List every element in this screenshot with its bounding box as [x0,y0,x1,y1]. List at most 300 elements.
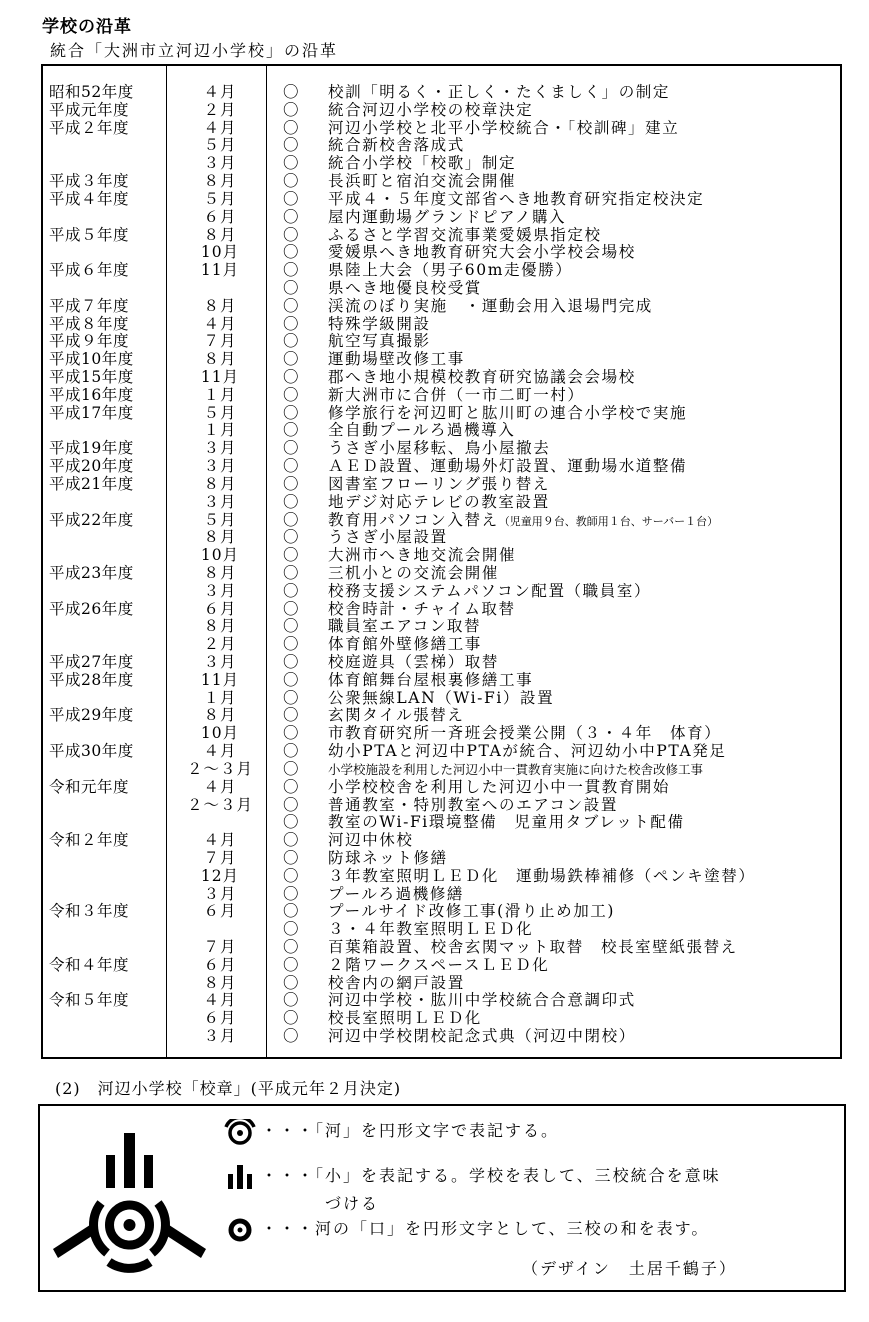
history-mark: 〇 [283,368,299,386]
history-event [328,797,618,815]
history-row [43,209,840,227]
history-year: 平成22年度 [49,510,134,529]
school-emblem [45,1111,215,1281]
history-event-text: 図書室フローリング張り替え [328,474,550,493]
history-month: ６月 [203,955,237,974]
history-event-text: 体育館舞台屋根裏修繕工事 [328,670,534,689]
history-year: 平成５年度 [49,225,130,244]
history-mark: 〇 [283,421,299,440]
history-row [43,921,840,939]
history-month: ８月 [203,172,237,191]
history-mark: 〇 [283,991,299,1010]
history-mark: 〇 [283,813,299,832]
history-event-text: 統合小学校「校歌」制定 [328,154,517,173]
history-event [328,921,533,939]
badge-box [38,1104,846,1292]
history-mark: 〇 [283,118,299,137]
history-mark: 〇 [283,777,299,796]
history-month: ３月 [203,492,237,511]
history-row [43,422,840,440]
history-event-text: 全自動プールろ過機導入 [328,421,516,440]
history-event [328,672,533,690]
history-row [43,690,840,708]
history-month: ５月 [203,189,237,208]
history-event [328,280,482,298]
history-mark: 〇 [283,261,299,280]
history-month: ３月 [203,884,237,903]
history-month: ３月 [203,581,237,600]
history-event [328,529,448,547]
history-mark: 〇 [283,866,299,885]
history-event-text: 玄関タイル張替え [328,706,465,725]
history-mark: 〇 [283,831,299,850]
history-mark: 〇 [283,439,299,458]
history-event-text: 小学校施設を利用した河辺小中一貫教育実施に向けた校舎改修工事 [328,761,704,777]
history-year: 平成16年度 [49,385,134,404]
history-year: 昭和52年度 [49,83,134,101]
history-month: ８月 [203,617,237,636]
history-event-text: 公衆無線LAN（Wi-Fi）設置 [328,688,555,707]
history-row [43,191,840,209]
history-event-text: 統合新校舎落成式 [328,136,465,155]
history-month: ２～３月 [186,795,253,814]
history-event-text: プールろ過機修繕 [328,884,465,903]
history-month: ８月 [203,528,237,547]
history-event [328,369,636,387]
history-year: 平成15年度 [49,368,134,386]
history-month: １月 [203,688,237,707]
history-event-text: うさぎ小屋移転、鳥小屋撤去 [328,439,551,458]
history-event [328,601,516,619]
history-event-text: 河辺小学校と北平小学校統合・「校訓碑」建立 [328,118,680,137]
history-row [43,779,840,797]
history-mark: 〇 [283,136,299,155]
history-event-text: 校庭遊具（雲梯）取替 [328,653,500,671]
history-year: 平成３年度 [49,172,130,191]
history-mark: 〇 [283,973,299,992]
history-event [328,244,636,262]
history-month: ８月 [203,225,237,244]
history-event-text: 特殊学級開設 [328,314,431,333]
history-year: 平成４年度 [49,189,130,208]
history-row [43,565,840,583]
history-event-text: うさぎ小屋設置 [328,528,448,547]
history-event [328,779,670,797]
history-event [328,155,516,173]
badge-title: (2) 河辺小学校「校章」(平成元年２月決定) [55,1079,402,1098]
history-mark: 〇 [283,938,299,956]
history-row [43,476,840,494]
history-month: ４月 [203,314,237,333]
history-row [43,369,840,387]
history-month: ４月 [203,777,237,796]
history-event-text: 校長室照明ＬＥＤ化 [328,1009,482,1028]
history-event-text: 運動場壁改修工事 [328,350,465,369]
history-mark: 〇 [283,296,299,315]
history-row [43,903,840,921]
history-row [43,939,840,957]
history-year: 令和２年度 [49,831,130,850]
history-event-text: 新大洲市に合併（一市二町一村） [328,385,585,404]
history-mark: 〇 [283,688,299,707]
history-event-text: 市教育研究所一斉班会授業公開（３・４年 体育） [328,724,722,743]
history-event-text: 校舎時計・チャイム取替 [328,599,516,618]
history-row [43,814,840,832]
history-month: ８月 [203,973,237,992]
history-event [328,351,465,369]
history-row [43,583,840,601]
history-mark: 〇 [283,706,299,725]
history-year: 平成２年度 [49,118,130,137]
history-row [43,173,840,191]
history-year: 令和４年度 [49,955,130,974]
history-event-text: 愛媛県へき地教育研究大会小学校会場校 [328,243,636,262]
history-event-text: 河辺中学校閉校記念式典（河辺中閉校） [328,1027,636,1046]
history-event-text: 統合河辺小学校の校章決定 [328,100,534,119]
history-row [43,244,840,262]
history-row [43,298,840,316]
history-event [328,903,615,921]
history-row [43,351,840,369]
history-row [43,155,840,173]
history-mark: 〇 [283,100,299,119]
history-month: ３月 [203,439,237,458]
history-month: ４月 [203,742,237,761]
history-month: ４月 [203,83,237,101]
history-mark: 〇 [283,332,299,351]
history-mark: 〇 [283,653,299,671]
history-mark: 〇 [283,563,299,582]
history-year: 平成21年度 [49,474,134,493]
history-event-text: 河辺中学校・肱川中学校統合合意調印式 [328,991,636,1010]
history-mark: 〇 [283,546,299,565]
history-row [43,137,840,155]
history-mark: 〇 [283,581,299,600]
history-row [43,405,840,423]
sho-symbol-icon [223,1164,257,1190]
history-year: 平成19年度 [49,439,134,458]
history-event [328,333,431,351]
history-event-text: ２階ワークスペースＬＥＤ化 [328,955,550,974]
history-year: 平成６年度 [49,261,130,280]
kawa-symbol-icon [223,1119,257,1145]
history-mark: 〇 [283,172,299,191]
history-year: 令和３年度 [49,902,130,921]
history-mark: 〇 [283,510,299,529]
history-event-text: 修学旅行を河辺町と肱川町の連合小学校で実施 [328,403,688,422]
history-event [328,939,738,957]
history-event [328,654,499,672]
history-event [328,886,464,904]
history-event-text: 三机小との交流会開催 [328,563,500,582]
history-mark: 〇 [283,403,299,422]
history-mark: 〇 [283,795,299,814]
history-event [328,957,549,975]
history-row [43,832,840,850]
history-event [328,992,636,1010]
history-event-text: 百葉箱設置、校舎玄関マット取替 校長室壁紙張替え [328,938,738,956]
history-event [328,975,465,993]
history-month: ６月 [203,599,237,618]
history-row [43,316,840,334]
history-mark: 〇 [283,902,299,921]
history-month: 11月 [200,368,240,386]
history-event-text: 県へき地優良校受賞 [328,278,482,297]
history-event-note: （児童用９台、教師用１台、サーバー１台） [498,514,719,528]
history-event [328,298,653,316]
history-event-text: 大洲市へき地交流会開催 [328,546,517,565]
badge-desc-3: ・・・河の「口」を円形文字として、三校の和を表す。 [261,1219,710,1238]
history-rows [43,84,840,1046]
history-row [43,707,840,725]
history-event [328,262,572,280]
history-row [43,654,840,672]
history-event [328,868,756,886]
history-year: 平成20年度 [49,457,134,476]
history-month: ６月 [203,902,237,921]
history-event [328,565,499,583]
history-event [328,583,651,601]
history-event [328,120,679,138]
history-mark: 〇 [283,848,299,867]
history-year: 平成元年度 [49,100,130,119]
history-mark: 〇 [283,884,299,903]
history-mark: 〇 [283,385,299,404]
history-month: 12月 [200,866,240,885]
history-month: １月 [203,385,237,404]
history-year: 平成23年度 [49,563,134,582]
history-month: ７月 [203,848,237,867]
history-event-text: プールサイド改修工事(滑り止め加工) [328,902,616,921]
history-month: ４月 [203,991,237,1010]
history-event [328,102,533,120]
history-row [43,120,840,138]
section-subheading: 統合「大洲市立河辺小学校」の沿革 [50,41,339,60]
history-event-text: 地デジ対応テレビの教室設置 [328,492,550,511]
history-month: ４月 [203,831,237,850]
history-month: ７月 [203,332,237,351]
history-month: ５月 [203,136,237,155]
history-event [328,137,465,155]
history-event-text: 郡へき地小規模校教育研究協議会会場校 [328,368,636,386]
history-event [328,173,516,191]
history-month: １月 [203,421,237,440]
section-heading: 学校の沿革 [42,17,132,37]
history-year: 令和元年度 [49,777,130,796]
history-mark: 〇 [283,350,299,369]
history-year: 平成８年度 [49,314,130,333]
history-event-text: 体育館外壁修繕工事 [328,635,482,654]
history-row [43,494,840,512]
badge-desc-kawa [223,1118,559,1145]
history-event [328,440,550,458]
history-event [328,690,554,708]
history-event-text: 校訓「明るく・正しく・たくましく」の制定 [328,83,671,101]
history-event-text: 屋内運動場グランドピアノ購入 [328,207,567,226]
history-event [328,725,721,743]
history-year: 平成26年度 [49,599,134,618]
history-row [43,743,840,761]
history-row [43,992,840,1010]
history-month: ２月 [203,100,237,119]
history-mark: 〇 [283,225,299,244]
history-event [328,405,687,423]
history-mark: 〇 [283,278,299,297]
history-month: ５月 [203,510,237,529]
history-mark: 〇 [283,724,299,743]
history-event-text: 普通教室・特別教室へのエアコン設置 [328,795,618,814]
history-event [328,387,585,405]
history-mark: 〇 [283,207,299,226]
history-mark: 〇 [283,243,299,262]
history-mark: 〇 [283,314,299,333]
history-month: ８月 [203,563,237,582]
history-year: 平成27年度 [49,653,134,671]
history-event [328,832,414,850]
design-credit: （デザイン 土居千鶴子） [522,1259,737,1278]
badge-desc-sho [223,1163,721,1190]
history-event-text: ３・４年教室照明ＬＥＤ化 [328,920,534,939]
history-event-text: 河辺中休校 [328,831,414,850]
history-row [43,975,840,993]
history-mark: 〇 [283,670,299,689]
history-event [328,316,431,334]
history-event [328,227,602,245]
history-row [43,868,840,886]
history-month: ７月 [203,938,237,956]
history-event [328,850,448,868]
history-event [328,494,550,512]
history-month: ３月 [203,1027,237,1046]
history-event-text: 教育用パソコン入替え [328,510,499,529]
history-event [328,476,550,494]
history-event-text: 幼小PTAと河辺中PTAが統合、河辺幼小中PTA発足 [328,742,727,761]
history-row [43,797,840,815]
history-mark: 〇 [283,492,299,511]
history-month: 11月 [200,261,240,280]
history-event-text: 小学校校舎を利用した河辺小中一貫教育開始 [328,777,671,796]
history-month: ２～３月 [186,759,253,778]
history-event [328,814,685,832]
history-event [328,191,704,209]
history-year: 平成７年度 [49,296,130,315]
history-event-text: ふるさと学習交流事業愛媛県指定校 [328,225,602,244]
badge-desc-2-cont: づける [325,1194,380,1213]
history-row [43,387,840,405]
history-mark: 〇 [283,189,299,208]
history-mark: 〇 [283,742,299,761]
history-year: 平成９年度 [49,332,130,351]
history-mark: 〇 [283,457,299,476]
history-event [328,84,670,102]
history-month: ５月 [203,403,237,422]
history-event-text: 校務支援システムパソコン配置（職員室） [328,581,652,600]
history-month: ８月 [203,296,237,315]
history-event-text: ３年教室照明ＬＥＤ化 運動場鉄棒補修（ペンキ塗替） [328,866,756,885]
history-month: 10月 [200,724,240,743]
history-event [328,458,687,476]
history-mark: 〇 [283,528,299,547]
history-row [43,512,840,530]
history-row [43,333,840,351]
badge-desc-kuchi [223,1216,709,1243]
badge-desc-1: ・・・「河」を円形文字で表記する。 [261,1121,560,1140]
history-event [328,761,703,779]
history-year: 平成10年度 [49,350,134,369]
history-row [43,725,840,743]
history-year: 令和５年度 [49,991,130,1010]
history-row [43,262,840,280]
history-event-text: 県陸上大会（男子60m走優勝） [328,261,573,280]
history-mark: 〇 [283,474,299,493]
kuchi-symbol-icon [223,1217,257,1243]
history-event-text: ＡＥＤ設置、運動場外灯設置、運動場水道整備 [328,457,688,476]
history-row [43,636,840,654]
history-row [43,280,840,298]
history-month: ２月 [203,635,237,654]
history-event-text: 長浜町と宿泊交流会開催 [328,172,517,191]
history-year: 平成17年度 [49,403,134,422]
history-month: ４月 [203,118,237,137]
history-row [43,1028,840,1046]
history-event [328,209,566,227]
history-year: 平成29年度 [49,706,134,725]
history-row [43,529,840,547]
history-month: ６月 [203,207,237,226]
history-mark: 〇 [283,1009,299,1028]
history-mark: 〇 [283,83,299,101]
history-month: ６月 [203,1009,237,1028]
history-month: ３月 [203,653,237,671]
history-event [328,618,481,636]
history-event-text: 教室のWi-Fi環境整備 児童用タブレット配備 [328,813,685,832]
history-event [328,743,726,761]
history-row [43,957,840,975]
history-row [43,886,840,904]
history-month: 10月 [200,243,240,262]
history-mark: 〇 [283,1027,299,1046]
history-event-text: 航空写真撮影 [328,332,431,351]
history-row [43,601,840,619]
history-event-text: 防球ネット修繕 [328,848,448,867]
history-event [328,707,465,725]
badge-desc-2: ・・・「小」を表記する。学校を表して、三校統合を意味 [261,1166,721,1185]
history-event [328,422,515,440]
history-row [43,458,840,476]
history-row [43,850,840,868]
history-month: 10月 [200,546,240,565]
history-row [43,761,840,779]
history-month: ８月 [203,474,237,493]
history-month: 11月 [200,670,240,689]
history-row [43,618,840,636]
history-event-text: 平成４・５年度文部省へき地教育研究指定校決定 [328,189,705,208]
history-month: ３月 [203,457,237,476]
history-year: 平成28年度 [49,670,134,689]
history-table [41,64,842,1059]
history-mark: 〇 [283,599,299,618]
history-year: 平成30年度 [49,742,134,761]
history-month: ３月 [203,154,237,173]
history-row [43,547,840,565]
history-event-text: 校舎内の網戸設置 [328,973,465,992]
history-mark: 〇 [283,635,299,654]
history-row [43,672,840,690]
history-mark: 〇 [283,920,299,939]
history-event [328,1028,636,1046]
history-event-text: 渓流のぼり実施 ・運動会用入退場門完成 [328,296,653,315]
history-month: ８月 [203,350,237,369]
